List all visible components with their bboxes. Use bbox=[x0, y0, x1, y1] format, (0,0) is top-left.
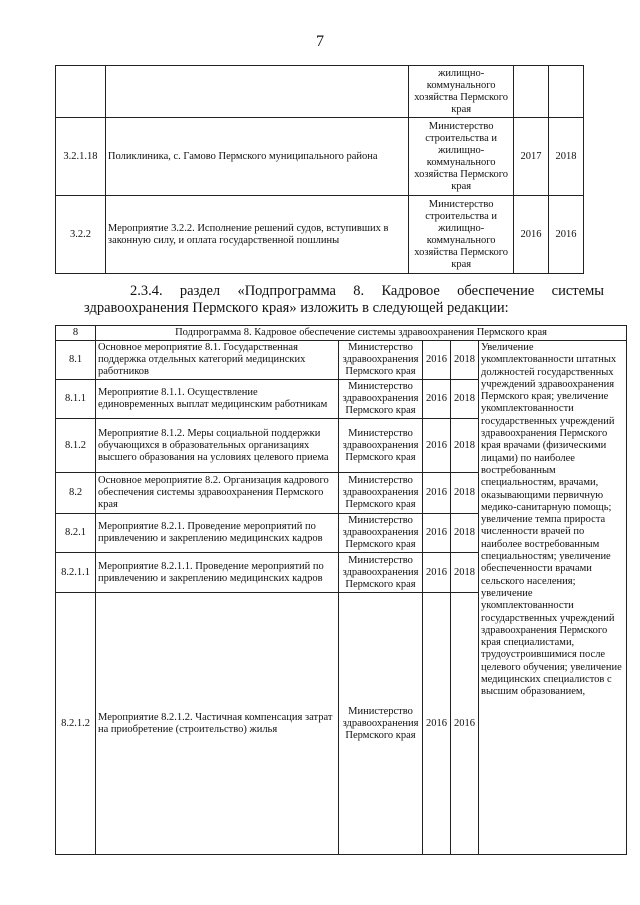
subprogram-table bbox=[55, 325, 627, 855]
table-row bbox=[56, 118, 584, 196]
row-name: Мероприятие 8.2.1. Проведение мероприятий по привлечению и закреплению медицинских кадров bbox=[96, 514, 339, 553]
table-row bbox=[56, 196, 584, 274]
row-year-start: 2016 bbox=[423, 593, 451, 855]
row-year-end bbox=[549, 66, 584, 118]
row-responsible: Министерство строительства и жилищно-коммунального хозяйства Пермского края bbox=[409, 196, 514, 274]
page-number: 7 bbox=[316, 33, 324, 50]
row-year-end: 2018 bbox=[451, 473, 479, 514]
header-title: Подпрограмма 8. Кадровое обеспечение системы здравоохранения Пермского края bbox=[96, 326, 627, 341]
row-year-start: 2016 bbox=[423, 341, 451, 380]
row-name: Основное мероприятие 8.2. Организация кадрового обеспечения системы здравоохранения Пермского края bbox=[96, 473, 339, 514]
row-year-end: 2018 bbox=[451, 419, 479, 473]
section-line-1: 2.3.4. раздел «Подпрограмма 8. Кадровое обеспечение системы bbox=[130, 283, 604, 299]
row-responsible: Министерство здравоохранения Пермского края bbox=[339, 593, 423, 855]
row-number bbox=[56, 66, 106, 118]
row-name: Мероприятие 8.1.2. Меры социальной поддержки обучающихся в образовательных организациях высшего образования на условиях целевого приема bbox=[96, 419, 339, 473]
row-responsible: жилищно-коммунального хозяйства Пермского края bbox=[409, 66, 514, 118]
row-year-start: 2016 bbox=[423, 473, 451, 514]
row-responsible: Министерство здравоохранения Пермского края bbox=[339, 341, 423, 380]
row-name: Поликлиника, с. Гамово Пермского муниципального района bbox=[105, 118, 408, 196]
row-year-start: 2016 bbox=[423, 553, 451, 593]
row-number: 8.1 bbox=[56, 341, 96, 380]
row-year-start: 2016 bbox=[423, 419, 451, 473]
row-number: 8.2.1.2 bbox=[56, 593, 96, 855]
row-name: Мероприятие 8.2.1.2. Частичная компенсация затрат на приобретение (строительство) жилья bbox=[96, 593, 339, 855]
row-name bbox=[105, 66, 408, 118]
row-year-end: 2018 bbox=[451, 514, 479, 553]
row-name: Основное мероприятие 8.1. Государственная поддержка отдельных категорий медицинских работников bbox=[96, 341, 339, 380]
row-year-end: 2016 bbox=[451, 593, 479, 855]
table-row bbox=[56, 341, 627, 380]
row-year-end: 2016 bbox=[549, 196, 584, 274]
row-responsible: Министерство здравоохранения Пермского края bbox=[339, 380, 423, 419]
row-name: Мероприятие 8.2.1.1. Проведение мероприятий по привлечению и закреплению медицинских кадров bbox=[96, 553, 339, 593]
row-number: 8.2.1.1 bbox=[56, 553, 96, 593]
row-responsible: Министерство здравоохранения Пермского края bbox=[339, 473, 423, 514]
table-header-row bbox=[56, 326, 627, 341]
header-number: 8 bbox=[56, 326, 96, 341]
row-number: 8.1.2 bbox=[56, 419, 96, 473]
row-name: Мероприятие 3.2.2. Исполнение решений судов, вступивших в законную силу, и оплата государственной пошлины bbox=[105, 196, 408, 274]
row-year-end: 2018 bbox=[549, 118, 584, 196]
row-year-start: 2016 bbox=[423, 380, 451, 419]
top-table bbox=[55, 65, 584, 274]
row-number: 3.2.2 bbox=[56, 196, 106, 274]
row-number: 8.2.1 bbox=[56, 514, 96, 553]
row-year-start: 2016 bbox=[514, 196, 549, 274]
row-responsible: Министерство здравоохранения Пермского края bbox=[339, 514, 423, 553]
row-number: 8.2 bbox=[56, 473, 96, 514]
row-year-end: 2018 bbox=[451, 380, 479, 419]
row-year-end: 2018 bbox=[451, 341, 479, 380]
row-number: 8.1.1 bbox=[56, 380, 96, 419]
section-paragraph bbox=[84, 283, 604, 317]
row-year-end: 2018 bbox=[451, 553, 479, 593]
row-number: 3.2.1.18 bbox=[56, 118, 106, 196]
row-responsible: Министерство здравоохранения Пермского края bbox=[339, 553, 423, 593]
row-responsible: Министерство строительства и жилищно-коммунального хозяйства Пермского края bbox=[409, 118, 514, 196]
table-row bbox=[56, 66, 584, 118]
row-year-start: 2016 bbox=[423, 514, 451, 553]
row-responsible: Министерство здравоохранения Пермского края bbox=[339, 419, 423, 473]
row-year-start bbox=[514, 66, 549, 118]
row-year-start: 2017 bbox=[514, 118, 549, 196]
expected-results: Увеличение укомплектованности штатных должностей государственных учреждений здравоохранения Пермского края; увеличение укомплектованности государственных учреждений здравоохранения Пермского края врачами (физическими лицами) по наиболее востребованным специальностям, врачами, оказывающими первичную медико-санитарную помощь; увеличение темпа прироста численности врачей по наиболее востребованным специальностям; увеличение обеспеченности врачами сельского населения; увеличение укомплектованности государственных учреждений здравоохранения Пермского края специалистами, трудоустроившимися после целевого обучения; увеличение медицинских специалистов с высшим образованием, bbox=[479, 341, 627, 855]
row-name: Мероприятие 8.1.1. Осуществление единовременных выплат медицинским работникам bbox=[96, 380, 339, 419]
section-line-2: здравоохранения Пермского края» изложить в следующей редакции: bbox=[84, 300, 509, 316]
